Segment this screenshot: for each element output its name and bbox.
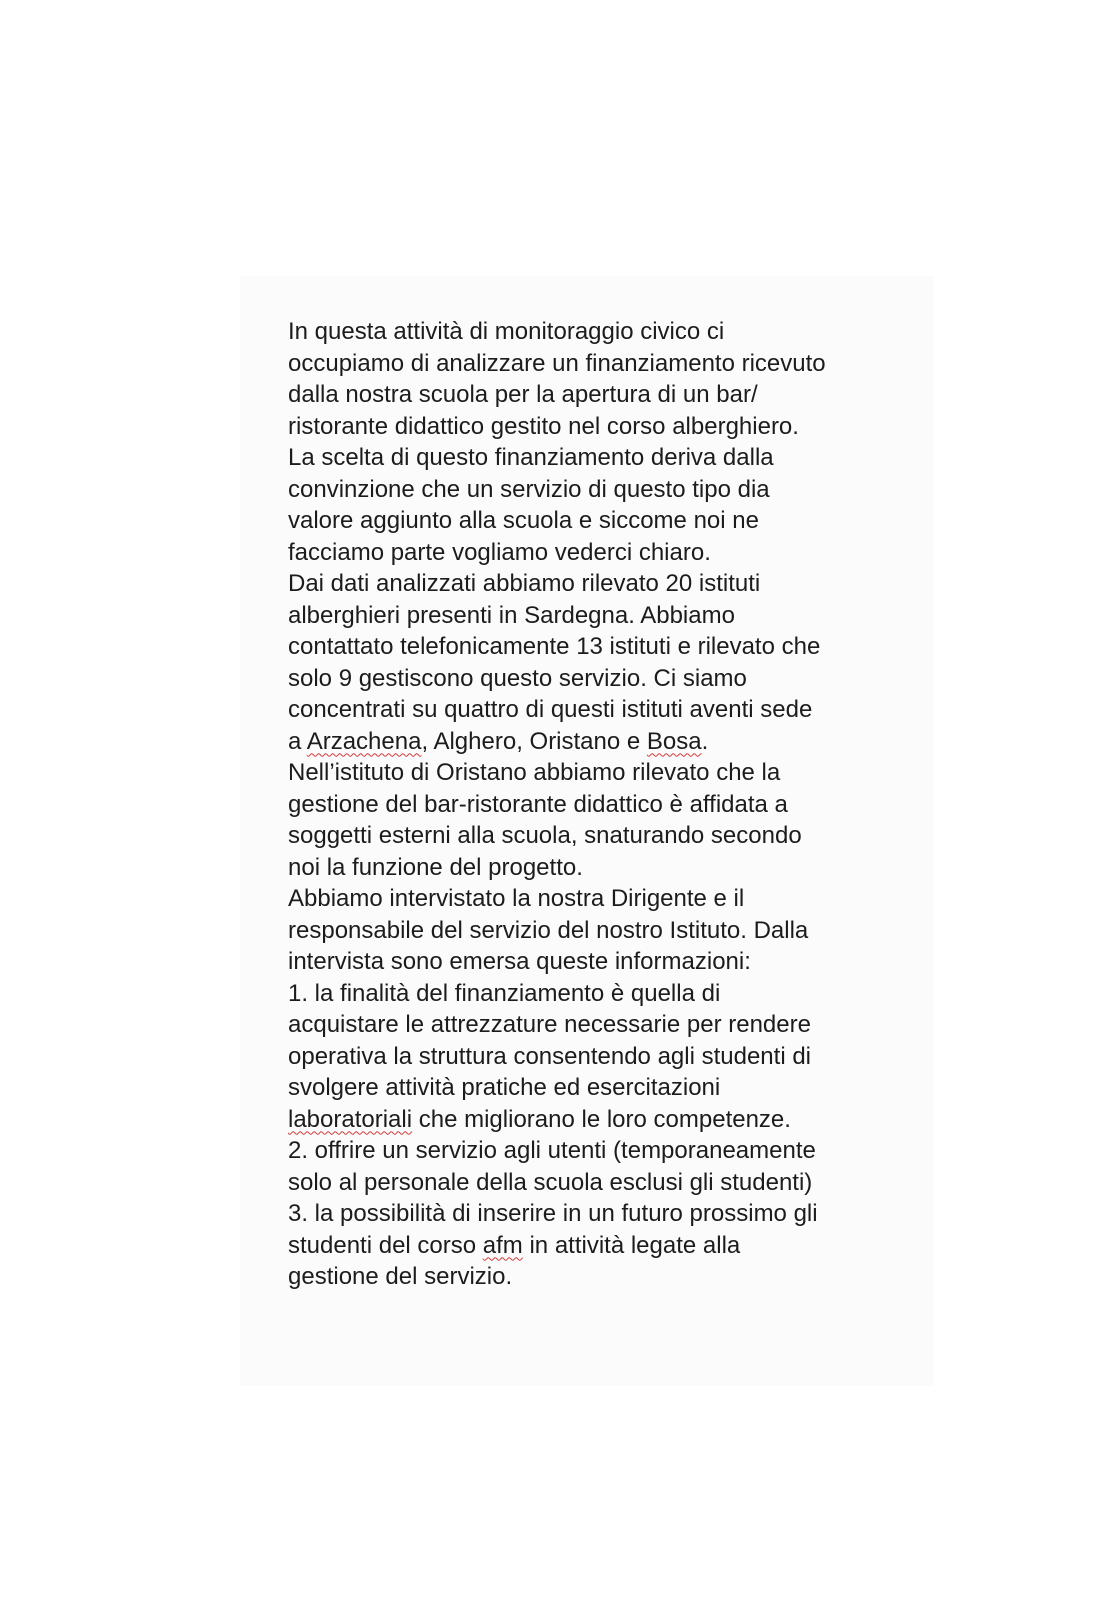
text-line bbox=[288, 726, 908, 758]
text-line: alberghieri presenti in Sardegna. Abbiamo bbox=[288, 601, 735, 629]
text-line: gestione del servizio. bbox=[288, 1263, 513, 1290]
text-line: noi la funzione del progetto. bbox=[288, 853, 583, 881]
text-line: intervista sono emersa queste informazioni: bbox=[288, 948, 751, 975]
text-line: solo al personale della scuola esclusi gli studenti) bbox=[288, 1168, 813, 1196]
text-line: acquistare le attrezzature necessarie per rendere bbox=[288, 1011, 811, 1038]
text-segment: studenti del corso bbox=[288, 1231, 483, 1259]
text-line: convinzione che un servizio di questo tipo dia bbox=[288, 475, 770, 503]
text-line: operativa la struttura consentendo agli studenti di bbox=[288, 1042, 811, 1070]
text-line bbox=[288, 1230, 908, 1262]
text-line: occupiamo di analizzare un finanziamento ricevuto bbox=[288, 349, 826, 377]
text-line: ristorante didattico gestito nel corso alberghiero. bbox=[288, 412, 799, 440]
misspelled-word-afm: afm bbox=[482, 1231, 523, 1259]
text-line: facciamo parte vogliamo vederci chiaro. bbox=[288, 538, 711, 566]
text-line: Nell’istituto di Oristano abbiamo rilevato che la bbox=[288, 759, 781, 786]
text-line: In questa attività di monitoraggio civico ci bbox=[288, 318, 725, 345]
text-segment: . bbox=[701, 727, 709, 755]
text-segment: in attività legate alla bbox=[522, 1231, 741, 1259]
text-line: 2. offrire un servizio agli utenti (temporaneamente bbox=[288, 1137, 816, 1164]
text-line: contattato telefonicamente 13 istituti e rilevato che bbox=[288, 633, 821, 660]
text-line: responsabile del servizio del nostro Istituto. Dalla bbox=[288, 916, 809, 944]
document-text bbox=[288, 316, 908, 1293]
text-line: 1. la finalità del finanziamento è quella di bbox=[288, 979, 721, 1007]
text-line: soggetti esterni alla scuola, snaturando secondo bbox=[288, 822, 802, 849]
text-line: valore aggiunto alla scuola e siccome noi ne bbox=[288, 507, 759, 534]
text-segment: a bbox=[288, 727, 307, 755]
text-line bbox=[288, 1104, 908, 1136]
text-line: dalla nostra scuola per la apertura di un bar/ bbox=[288, 381, 758, 408]
text-line: Abbiamo intervistato la nostra Dirigente e il bbox=[288, 885, 745, 912]
misspelled-word-bosa: Bosa bbox=[646, 727, 702, 755]
text-line: La scelta di questo finanziamento deriva dalla bbox=[288, 444, 774, 471]
text-segment: , Alghero, Oristano e bbox=[421, 727, 647, 755]
text-line: 3. la possibilità di inserire in un futuro prossimo gli bbox=[288, 1200, 818, 1227]
text-line: Dai dati analizzati abbiamo rilevato 20 istituti bbox=[288, 570, 761, 597]
text-line: gestione del bar-ristorante didattico è affidata a bbox=[288, 790, 788, 818]
text-line: solo 9 gestiscono questo servizio. Ci siamo bbox=[288, 664, 747, 692]
misspelled-word-laboratoriali: laboratoriali bbox=[288, 1105, 413, 1133]
text-line: concentrati su quattro di questi istituti aventi sede bbox=[288, 696, 813, 723]
text-segment: che migliorano le loro competenze. bbox=[412, 1105, 791, 1133]
misspelled-word-arzachena: Arzachena bbox=[306, 727, 422, 755]
text-line: svolgere attività pratiche ed esercitazioni bbox=[288, 1074, 721, 1101]
